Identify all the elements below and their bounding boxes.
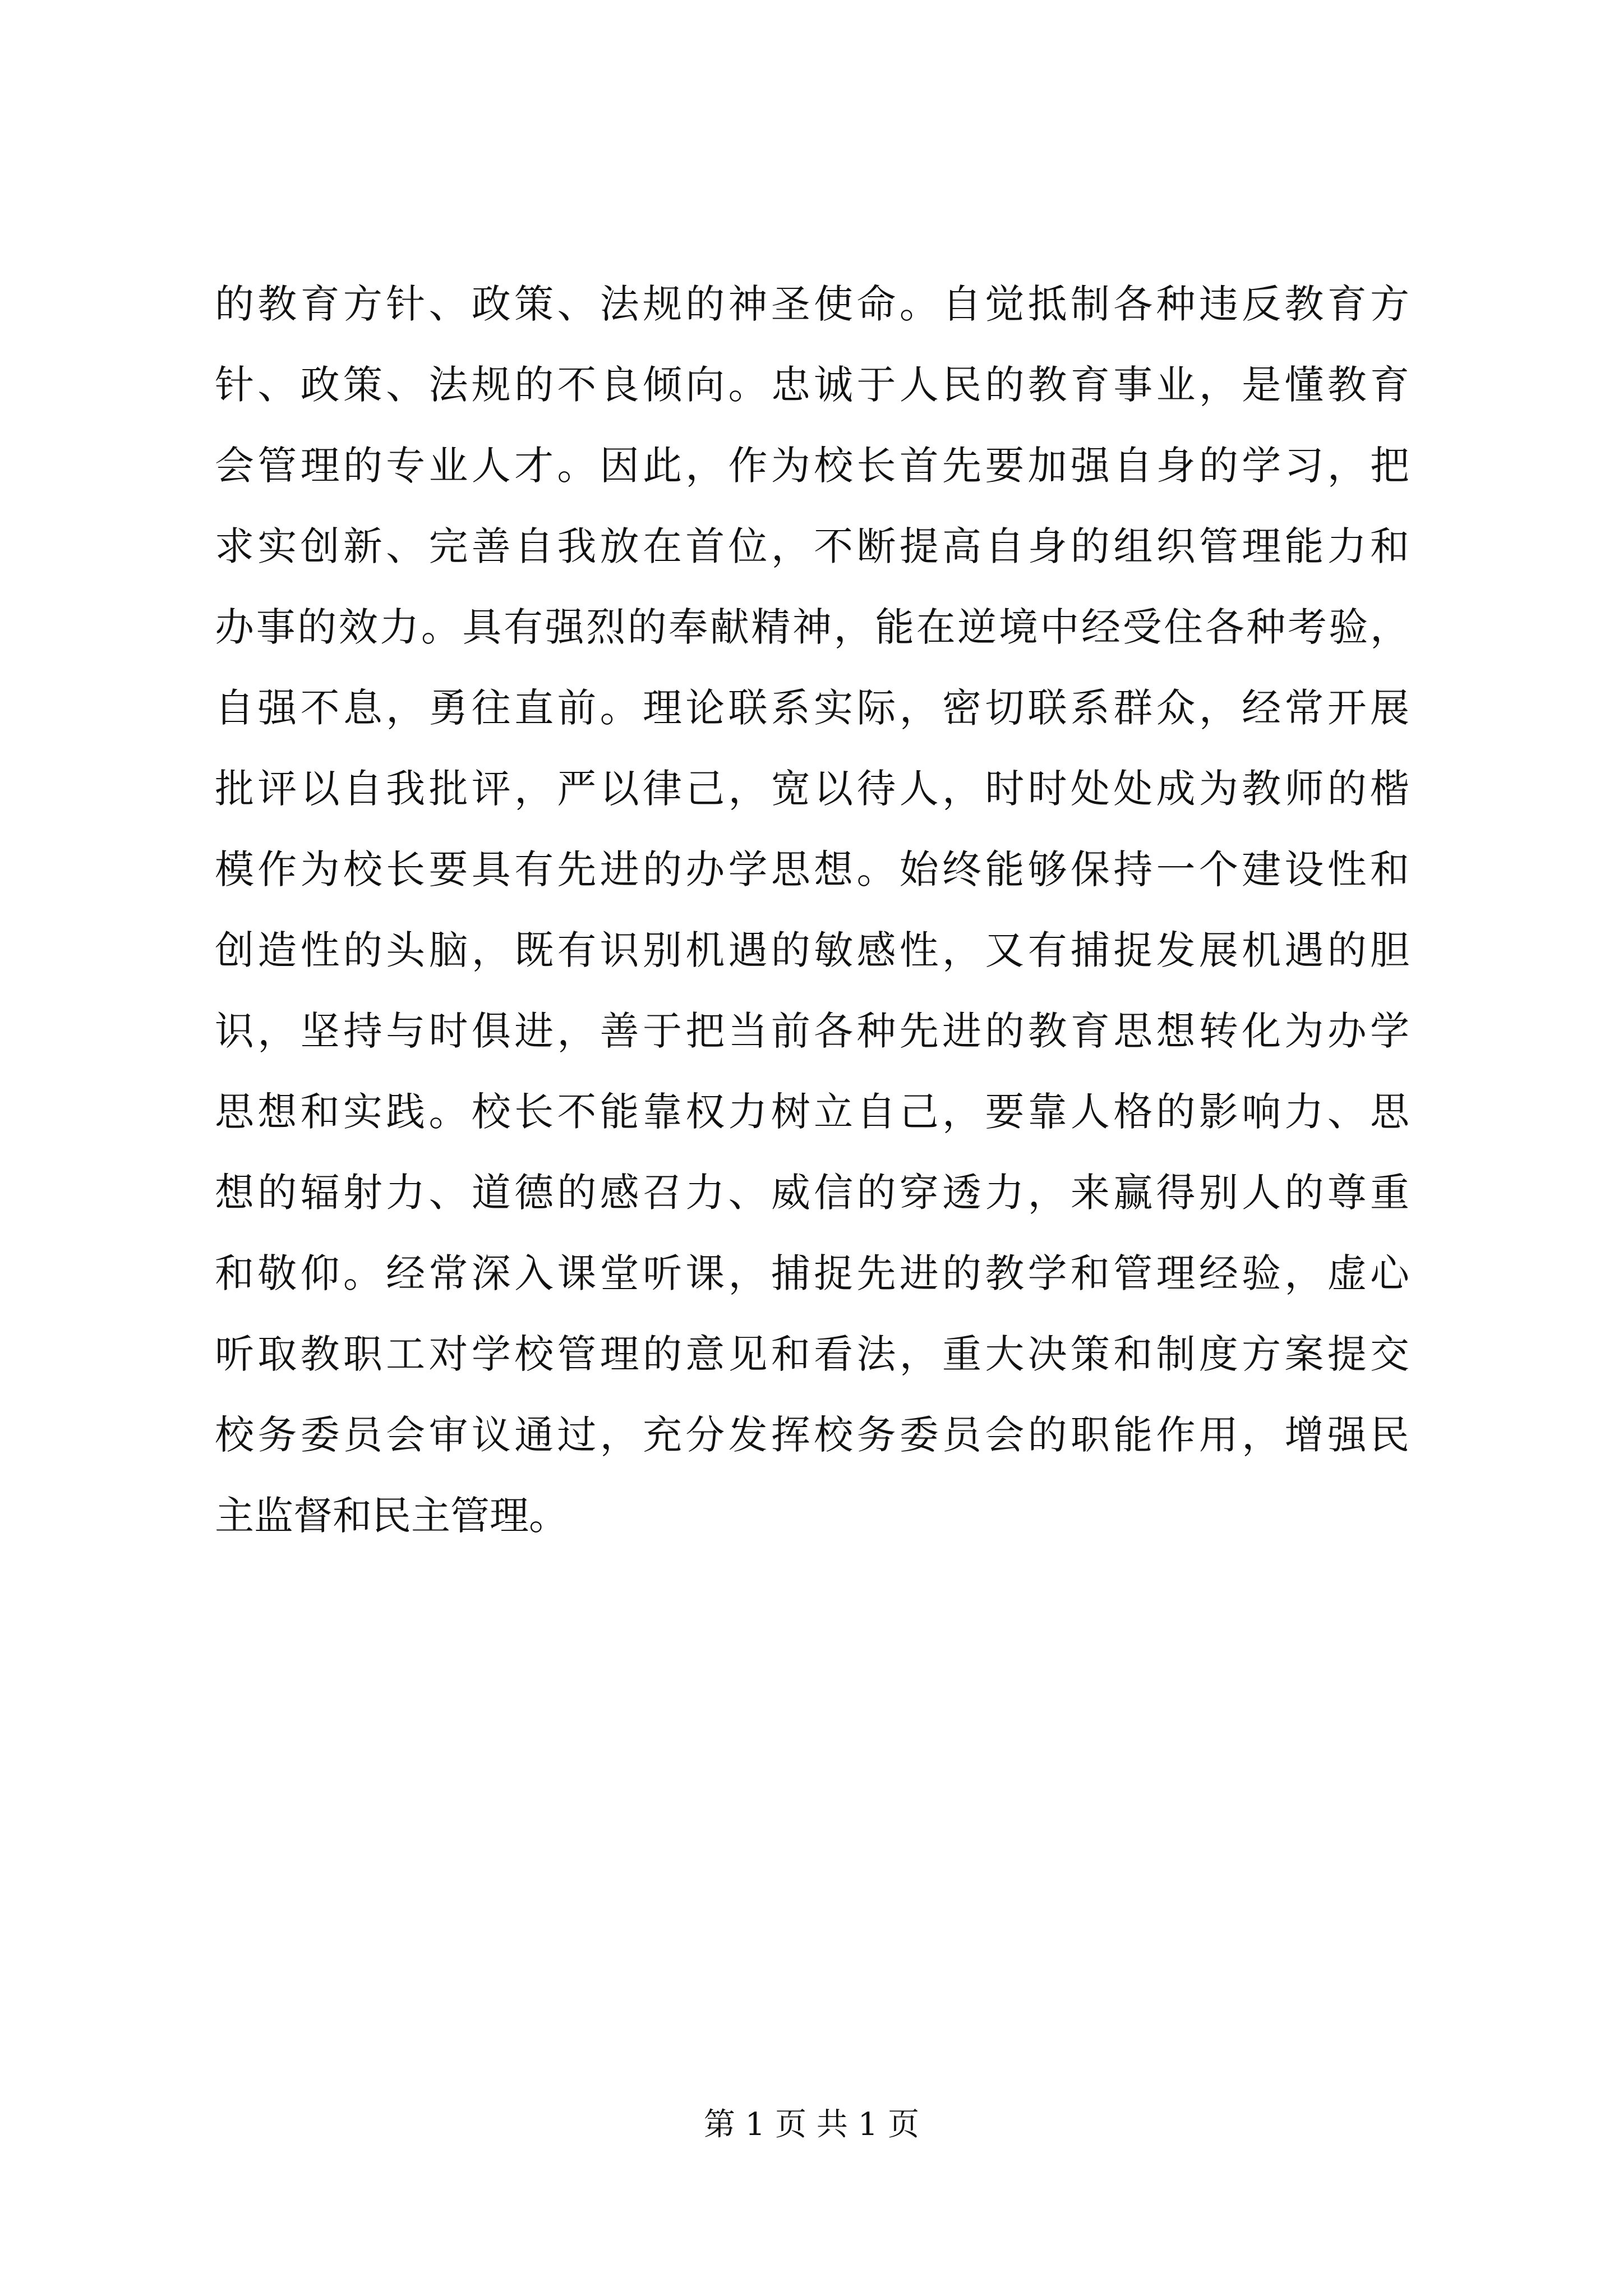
text-line: 创造性的头脑，既有识别机遇的敏感性，又有捕捉发展机遇的胆 [215,927,1409,973]
text-line: 的教育方针、政策、法规的神圣使命。自觉抵制各种违反教育方 [215,281,1409,327]
text-line: 识，坚持与时俱进，善于把当前各种先进的教育思想转化为办学 [215,1008,1409,1054]
text-line: 自强不息，勇往直前。理论联系实际，密切联系群众，经常开展 [215,685,1409,731]
text-line: 想的辐射力、道德的感召力、威信的穿透力，来赢得别人的尊重 [215,1170,1409,1216]
text-line: 主监督和民主管理。 [215,1493,568,1539]
text-line: 校务委员会审议通过，充分发挥校务委员会的职能作用，增强民 [215,1412,1409,1458]
text-line: 办事的效力。具有强烈的奉献精神，能在逆境中经受住各种考验， [215,604,1409,650]
text-line: 针、政策、法规的不良倾向。忠诚于人民的教育事业，是懂教育 [215,362,1409,408]
text-line: 模作为校长要具有先进的办学思想。始终能够保持一个建设性和 [215,846,1409,892]
page-footer [0,2102,1623,2147]
page-number: 第 1 页 共 1 页 [703,2106,920,2143]
text-line: 思想和实践。校长不能靠权力树立自己，要靠人格的影响力、思 [215,1089,1409,1135]
text-line: 批评以自我批评，严以律己，宽以待人，时时处处成为教师的楷 [215,766,1409,812]
text-line: 会管理的专业人才。因此，作为校长首先要加强自身的学习，把 [215,443,1409,489]
text-line: 求实创新、完善自我放在首位，不断提高自身的组织管理能力和 [215,523,1409,569]
text-line: 和敬仰。经常深入课堂听课，捕捉先进的教学和管理经验，虚心 [215,1250,1409,1296]
body-paragraph [215,264,1409,1556]
text-line: 听取教职工对学校管理的意见和看法，重大决策和制度方案提交 [215,1331,1409,1377]
